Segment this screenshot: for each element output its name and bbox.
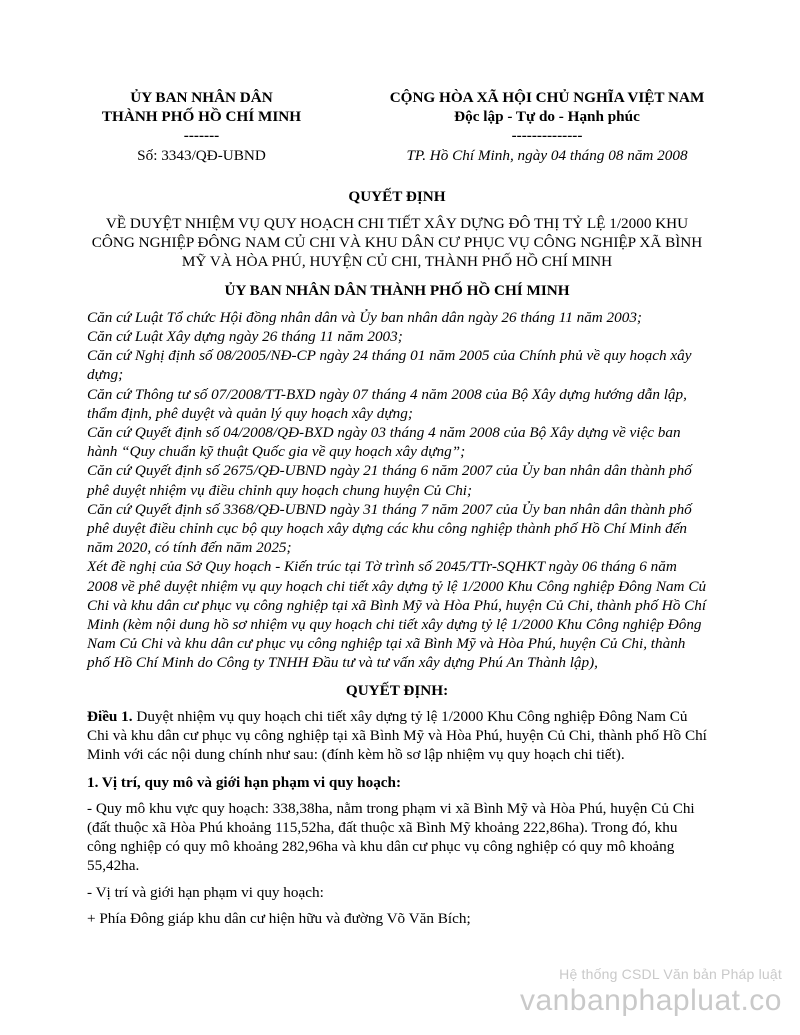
document-page: [87, 88, 707, 928]
section-1-paragraph: - Vị trí và giới hạn phạm vi quy hoạch:: [87, 883, 324, 901]
motto-divider: --------------: [511, 127, 583, 145]
article-1: [87, 707, 707, 765]
place-date: TP. Hồ Chí Minh, ngày 04 tháng 08 năm 2008: [406, 146, 688, 164]
section-1-heading: 1. Vị trí, quy mô và giới hạn phạm vi quy hoạch:: [87, 773, 402, 791]
legal-basis-item: Xét đề nghị của Sở Quy hoạch - Kiến trúc tại Tờ trình số 2045/TTr-SQHKT ngày 06 tháng 6 năm 2008 về phê duyệt nhiệm vụ quy hoạch chi tiết xây dựng tỷ lệ 1/2000 Khu Công nghiệp Đông Nam Củ Chi và khu dân cư phục vụ công nghiệp tại xã Bình Mỹ và Hòa Phú, huyện Củ Chi, thành phố Hồ Chí Minh (kèm nội dung hồ sơ nhiệm vụ quy hoạch chi tiết xây dựng tỷ lệ 1/2000 Khu Công nghiệp Đông Nam Củ Chi và khu dân cư phục vụ công nghiệp tại xã Bình Mỹ và Hòa Phú, huyện Củ Chi, thành phố Hồ Chí Minh do Công ty TNHH Đầu tư và tư vấn xây dựng Phú An Thành lập),: [87, 558, 707, 672]
legal-basis-item: Căn cứ Thông tư số 07/2008/TT-BXD ngày 07 tháng 4 năm 2008 của Bộ Xây dựng hướng dẫn lập, thẩm định, phê duyệt và quản lý quy hoạch xây dựng;: [87, 385, 687, 422]
article-1-label: Điều 1.: [87, 707, 133, 725]
legal-basis-item: Căn cứ Quyết định số 3368/QĐ-UBND ngày 31 tháng 7 năm 2007 của Ủy ban nhân dân thành phố phê duyệt điều chỉnh cục bộ quy hoạch xây dựng các khu công nghiệp thành phố Hồ Chí Minh đến năm 2020, có tính đến năm 2025;: [87, 500, 692, 557]
section-1-paragraph: - Quy mô khu vực quy hoạch: 338,38ha, nằm trong phạm vi xã Bình Mỹ và Hòa Phú, huyện Củ Chi (đất thuộc xã Hòa Phú khoảng 115,52ha, đất thuộc xã Bình Mỹ khoảng 222,86ha). Trong đó, khu công nghiệp có quy mô khoảng 282,96ha và khu dân cư phục vụ công nghiệp có quy mô khoảng 55,42ha.: [87, 799, 695, 875]
national-title: CỘNG HÒA XÃ HỘI CHỦ NGHĨA VIỆT NAM: [389, 89, 705, 106]
document-number: Số: 3343/QĐ-UBND: [137, 146, 266, 164]
legal-basis-item: Căn cứ Quyết định số 2675/QĐ-UBND ngày 21 tháng 6 năm 2007 của Ủy ban nhân dân thành phố phê duyệt nhiệm vụ điều chỉnh quy hoạch chung huyện Củ Chi;: [87, 462, 692, 499]
watermark-caption: Hệ thống CSDL Văn bản Pháp luật: [559, 966, 782, 982]
issuer-block: [84, 88, 319, 165]
section-1-paragraph: + Phía Đông giáp khu dân cư hiện hữu và đường Võ Văn Bích;: [87, 909, 471, 927]
legal-bases: [87, 308, 707, 673]
watermark-domain: vanbanphapluat.co: [519, 984, 782, 1017]
legal-basis-item: Căn cứ Quyết định số 04/2008/QĐ-BXD ngày 03 tháng 4 năm 2008 của Bộ Xây dựng về việc ban hành “Quy chuẩn kỹ thuật Quốc gia về quy hoạch xây dựng”;: [87, 424, 681, 461]
issuer-line-1: ỦY BAN NHÂN DÂN: [130, 89, 273, 106]
legal-basis-item: Căn cứ Luật Xây dựng ngày 26 tháng 11 năm 2003;: [87, 328, 403, 346]
document-title: QUYẾT ĐỊNH: [348, 187, 446, 205]
decision-heading: QUYẾT ĐỊNH:: [345, 681, 449, 699]
site-watermark: [520, 966, 782, 1018]
document-subtitle: VỀ DUYỆT NHIỆM VỤ QUY HOẠCH CHI TIẾT XÂY DỰNG ĐÔ THỊ TỶ LỆ 1/2000 KHU CÔNG NGHIỆP ĐÔNG NAM CỦ CHI VÀ KHU DÂN CƯ PHỤC VỤ CÔNG NGHIỆP XÃ BÌNH MỸ VÀ HÒA PHÚ, HUYỆN CỦ CHI, THÀNH PHỐ HỒ CHÍ MINH: [91, 215, 703, 271]
issuer-divider: -------: [183, 127, 220, 145]
document-header: [87, 88, 707, 165]
national-motto: Độc lập - Tự do - Hạnh phúc: [454, 108, 640, 126]
legal-basis-item: Căn cứ Luật Tổ chức Hội đồng nhân dân và Ủy ban nhân dân ngày 26 tháng 11 năm 2003;: [87, 308, 642, 326]
issuer-line-2: THÀNH PHỐ HỒ CHÍ MINH: [101, 108, 302, 126]
issuing-authority: ỦY BAN NHÂN DÂN THÀNH PHỐ HỒ CHÍ MINH: [224, 281, 570, 299]
article-1-text: Duyệt nhiệm vụ quy hoạch chi tiết xây dựng tỷ lệ 1/2000 Khu Công nghiệp Đông Nam Củ Chi và khu dân cư phục vụ công nghiệp tại xã Bình Mỹ và Hòa Phú, huyện Củ Chi, thành phố Hồ Chí Minh với các nội dung chính như sau: (đính kèm hồ sơ lập nhiệm vụ quy hoạch chi tiết).: [87, 707, 707, 764]
national-motto-block: [362, 88, 732, 165]
legal-basis-item: Căn cứ Nghị định số 08/2005/NĐ-CP ngày 24 tháng 01 năm 2005 của Chính phủ về quy hoạch xây dựng;: [87, 347, 692, 384]
